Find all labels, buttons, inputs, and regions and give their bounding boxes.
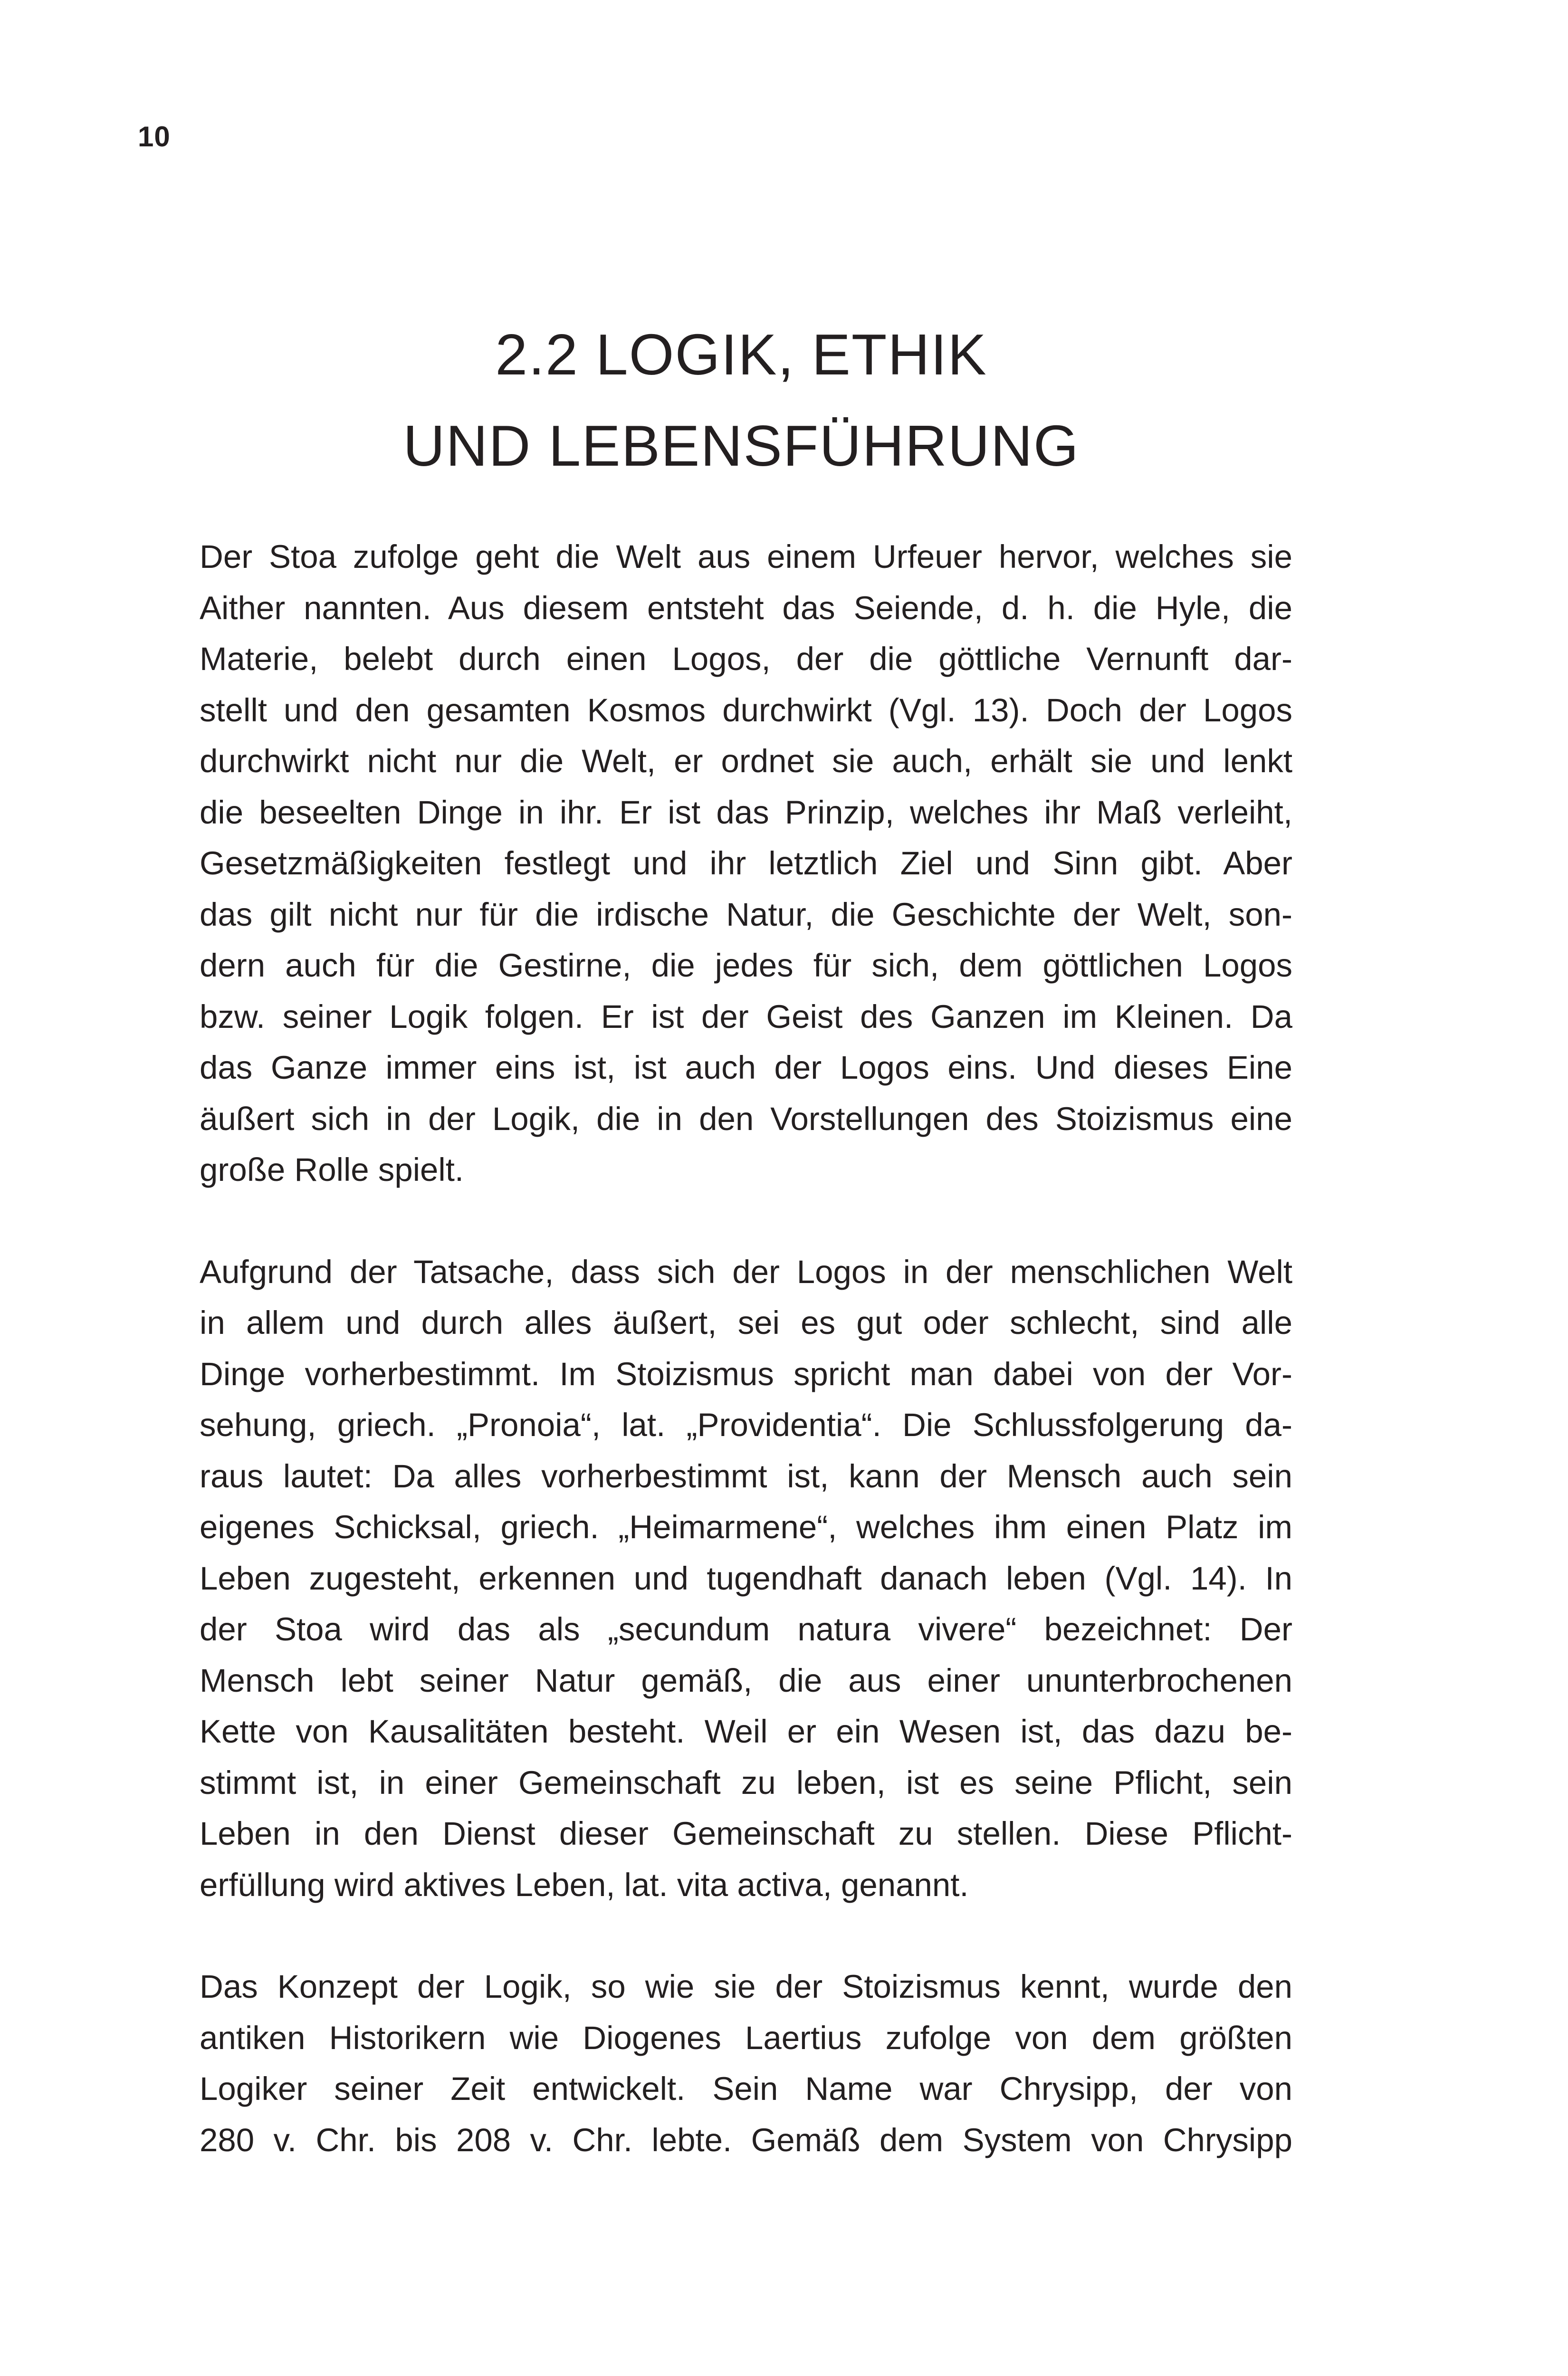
text-line: das Ganze immer eins ist, ist auch der Logos eins. Und dieses Eine xyxy=(200,1049,1292,1086)
text-line: Aither nannten. Aus diesem entsteht das Seiende, d. h. die Hyle, die xyxy=(200,589,1292,626)
chapter-title-line-1: 2.2 LOGIK, ETHIK xyxy=(495,322,987,387)
text-line: Dinge vorherbestimmt. Im Stoizismus spricht man dabei von der Vor- xyxy=(200,1355,1292,1392)
paragraph-3 xyxy=(200,1961,1292,2165)
body-text xyxy=(200,531,1292,2216)
text-line: sehung, griech. „Pronoia“, lat. „Providentia“. Die Schlussfolgerung da- xyxy=(200,1407,1292,1443)
paragraph-1 xyxy=(200,531,1292,1196)
text-line: Kette von Kausalitäten besteht. Weil er ein Wesen ist, das dazu be- xyxy=(200,1713,1292,1750)
paragraph-2 xyxy=(200,1246,1292,1911)
text-line: Aufgrund der Tatsache, dass sich der Logos in der menschlichen Welt xyxy=(200,1253,1292,1290)
text-line: stellt und den gesamten Kosmos durchwirkt (Vgl. 13). Doch der Logos xyxy=(200,691,1292,728)
text-line: eigenes Schicksal, griech. „Heimarmene“, welches ihm einen Platz im xyxy=(200,1509,1292,1545)
text-line: große Rolle spielt. xyxy=(200,1151,464,1188)
text-line: erfüllung wird aktives Leben, lat. vita activa, genannt. xyxy=(200,1866,969,1903)
text-line: 280 v. Chr. bis 208 v. Chr. lebte. Gemäß dem System von Chrysipp xyxy=(200,2121,1292,2158)
text-line: der Stoa wird das als „secundum natura vivere“ bezeichnet: Der xyxy=(200,1611,1292,1648)
text-line: dern auch für die Gestirne, die jedes für sich, dem göttlichen Logos xyxy=(200,947,1292,984)
text-line: Mensch lebt seiner Natur gemäß, die aus einer ununterbrochenen xyxy=(200,1662,1292,1699)
page-number: 10 xyxy=(138,121,171,153)
text-line: äußert sich in der Logik, die in den Vorstellungen des Stoizismus eine xyxy=(200,1100,1292,1137)
text-line: das gilt nicht nur für die irdische Natur, die Geschichte der Welt, son- xyxy=(200,896,1292,933)
text-line: Leben zugesteht, erkennen und tugendhaft danach leben (Vgl. 14). In xyxy=(200,1560,1292,1597)
text-line: antiken Historikern wie Diogenes Laertius zufolge von dem größten xyxy=(200,2019,1292,2056)
chapter-title-line-2: UND LEBENSFÜHRUNG xyxy=(403,413,1080,478)
text-line: Der Stoa zufolge geht die Welt aus einem Urfeuer hervor, welches sie xyxy=(200,538,1292,575)
text-line: raus lautet: Da alles vorherbestimmt ist, kann der Mensch auch sein xyxy=(200,1457,1292,1495)
text-line: Leben in den Dienst dieser Gemeinschaft zu stellen. Diese Pflicht- xyxy=(200,1815,1292,1852)
text-line: in allem und durch alles äußert, sei es gut oder schlecht, sind alle xyxy=(200,1304,1292,1341)
text-line: bzw. seiner Logik folgen. Er ist der Geist des Ganzen im Kleinen. Da xyxy=(200,998,1292,1035)
text-line: Das Konzept der Logik, so wie sie der Stoizismus kennt, wurde den xyxy=(200,1968,1292,2005)
chapter-title xyxy=(200,309,1283,491)
text-line: stimmt ist, in einer Gemeinschaft zu leben, ist es seine Pflicht, sein xyxy=(200,1764,1292,1801)
text-line: Materie, belebt durch einen Logos, der die göttliche Vernunft dar- xyxy=(200,641,1292,677)
text-line: Logiker seiner Zeit entwickelt. Sein Name war Chrysipp, der von xyxy=(200,2070,1292,2107)
text-line: die beseelten Dinge in ihr. Er ist das Prinzip, welches ihr Maß verleiht, xyxy=(200,794,1292,831)
text-line: Gesetzmäßigkeiten festlegt und ihr letztlich Ziel und Sinn gibt. Aber xyxy=(200,845,1292,881)
text-line: durchwirkt nicht nur die Welt, er ordnet sie auch, erhält sie und lenkt xyxy=(200,743,1292,779)
